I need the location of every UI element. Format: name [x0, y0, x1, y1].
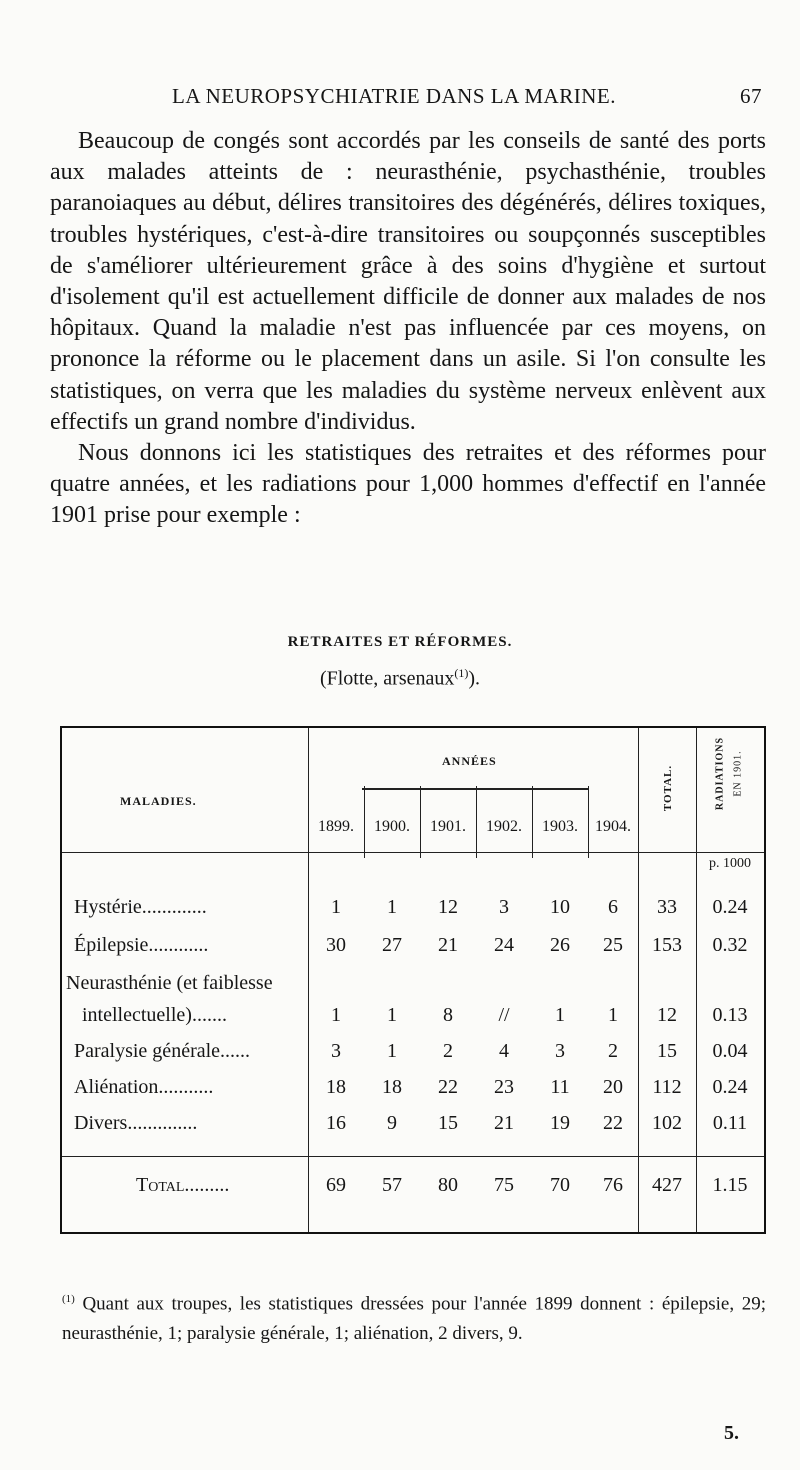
table-title: RETRAITES ET RÉFORMES. [287, 634, 513, 650]
footnote-mark: (1) [62, 1293, 75, 1305]
years-brace [362, 788, 588, 790]
paragraph-1: Beaucoup de congés sont accordés par les conseils de santé des ports aux malades atteints de : neurasthénie, psychasthénie, troubles paranoiaques au début, délires transitoires des dégénérés, délires toxiques, troubles hystériques, c'est-à-dire transitoires ou soupçonnés susceptibles de s'améliorer ultérieurement grâce à des soins d'hygiène et surtout d'isolement qu'il est actuellement difficile de donner aux malades de nos hôpitaux. Quand la maladie n'est pas influencée par ces moyens, on prononce la réforme ou le placement dans un asile. Si l'on consulte les statistiques, on verra que les maladies du système nerveux enlèvent aux effectifs un grand nombre d'individus. [50, 128, 766, 435]
running-title: LA NEUROPSYCHIATRIE DANS LA MARINE. [172, 84, 616, 108]
table-subtitle-text: (Flotte, arsenaux [319, 667, 455, 690]
header-maladies: MALADIES. [120, 794, 197, 808]
cell: 16 [326, 1112, 346, 1134]
cell: 3 [331, 1040, 341, 1062]
header-radiations: RADIATIONS [714, 736, 726, 811]
cell: 1 [387, 1040, 397, 1062]
cell: 25 [603, 934, 623, 956]
cell: 20 [603, 1076, 623, 1098]
statistics-table [60, 726, 766, 1234]
year-1901: 1901. [430, 818, 466, 835]
cell-total: 153 [652, 934, 682, 956]
header-radiations-sub: EN 1901. [732, 750, 744, 797]
page-number: 67 [740, 84, 762, 108]
cell: 19 [550, 1112, 570, 1134]
cell-total: 102 [652, 1112, 682, 1134]
cell: 3 [499, 896, 509, 918]
cell: 24 [494, 934, 514, 956]
cell: 12 [438, 896, 458, 918]
cell: 1 [555, 1004, 565, 1026]
row-label-hysterie: Hystérie............. [74, 896, 207, 918]
cell: 21 [494, 1112, 514, 1134]
row-label-neurasthenie: Neurasthénie (et faiblesse [66, 972, 273, 994]
total-rule [62, 1156, 764, 1157]
cell-radiation: 0.24 [712, 1076, 748, 1098]
signature-mark: 5. [724, 1422, 739, 1444]
cell-total: 427 [652, 1174, 682, 1196]
cell: 18 [382, 1076, 402, 1098]
cell: 1 [331, 896, 341, 918]
cell: 23 [494, 1076, 514, 1098]
cell-radiation: 0.24 [712, 896, 748, 918]
cell: 6 [608, 896, 618, 918]
cell: 69 [326, 1174, 346, 1196]
cell-total: 33 [657, 896, 677, 918]
body-text [50, 126, 766, 532]
cell-total: 15 [657, 1040, 677, 1062]
table-subtitle-end: ). [468, 667, 481, 690]
cell: 1 [608, 1004, 618, 1026]
cell: 70 [550, 1174, 570, 1196]
cell: 1 [387, 1004, 397, 1026]
cell: 2 [608, 1040, 618, 1062]
cell: 76 [603, 1174, 623, 1196]
header-rule [62, 852, 764, 853]
paragraph-2: Nous donnons ici les statistiques des retraites et des réformes pour quatre années, et les radiations pour 1,000 hommes d'effectif en l'année 1901 prise pour exemple : [50, 440, 766, 529]
cell: 21 [438, 934, 458, 956]
row-label-epilepsie: Épilepsie............ [74, 934, 209, 956]
cell-radiation: 0.11 [712, 1112, 748, 1134]
table-subtitle [0, 666, 800, 691]
row-label-divers: Divers.............. [74, 1112, 198, 1134]
cell: 9 [387, 1112, 397, 1134]
cell-total: 12 [657, 1004, 677, 1026]
header-total: TOTAL. [662, 764, 674, 812]
cell: 8 [443, 1004, 453, 1026]
cell-radiation: 0.13 [712, 1004, 748, 1026]
year-1902: 1902. [486, 818, 522, 835]
footnote [62, 1284, 766, 1349]
cell: 22 [603, 1112, 623, 1134]
year-1904: 1904. [595, 818, 631, 835]
row-label-neurasthenie-cont: intellectuelle)....... [82, 1004, 227, 1026]
year-1900: 1900. [374, 818, 410, 835]
cell-radiation: 0.32 [712, 934, 748, 956]
unit-label: p. 1000 [709, 856, 751, 871]
cell: 27 [382, 934, 402, 956]
footnote-text: Quant aux troupes, les statistiques dressées pour l'année 1899 donnent : épilepsie, 29; neurasthénie, 1; paralysie générale, 1; aliénation, 2 divers, 9. [62, 1293, 766, 1345]
cell: 75 [494, 1174, 514, 1196]
row-label-paralysie: Paralysie générale...... [74, 1040, 251, 1062]
cell: 57 [382, 1174, 402, 1196]
cell-radiation: 0.04 [712, 1040, 748, 1062]
year-1899: 1899. [318, 818, 354, 835]
row-label-total: Total......... [136, 1174, 230, 1196]
cell: 10 [550, 896, 570, 918]
cell: 26 [550, 934, 570, 956]
cell: 3 [555, 1040, 565, 1062]
cell: 1 [387, 896, 397, 918]
cell: 80 [438, 1174, 458, 1196]
table-subtitle-note: (1) [454, 666, 469, 680]
cell: 2 [443, 1040, 453, 1062]
row-label-alienation: Aliénation........... [74, 1076, 214, 1098]
cell: 30 [326, 934, 346, 956]
header-annees: ANNÉES [442, 754, 497, 768]
running-header [60, 84, 762, 114]
cell: 11 [550, 1076, 570, 1098]
cell: 15 [438, 1112, 458, 1134]
cell: // [498, 1004, 510, 1026]
cell: 4 [499, 1040, 509, 1062]
cell-total: 112 [652, 1076, 682, 1098]
cell: 1 [331, 1004, 341, 1026]
cell: 22 [438, 1076, 458, 1098]
cell-radiation: 1.15 [712, 1174, 748, 1196]
cell: 18 [326, 1076, 346, 1098]
year-1903: 1903. [542, 818, 578, 835]
